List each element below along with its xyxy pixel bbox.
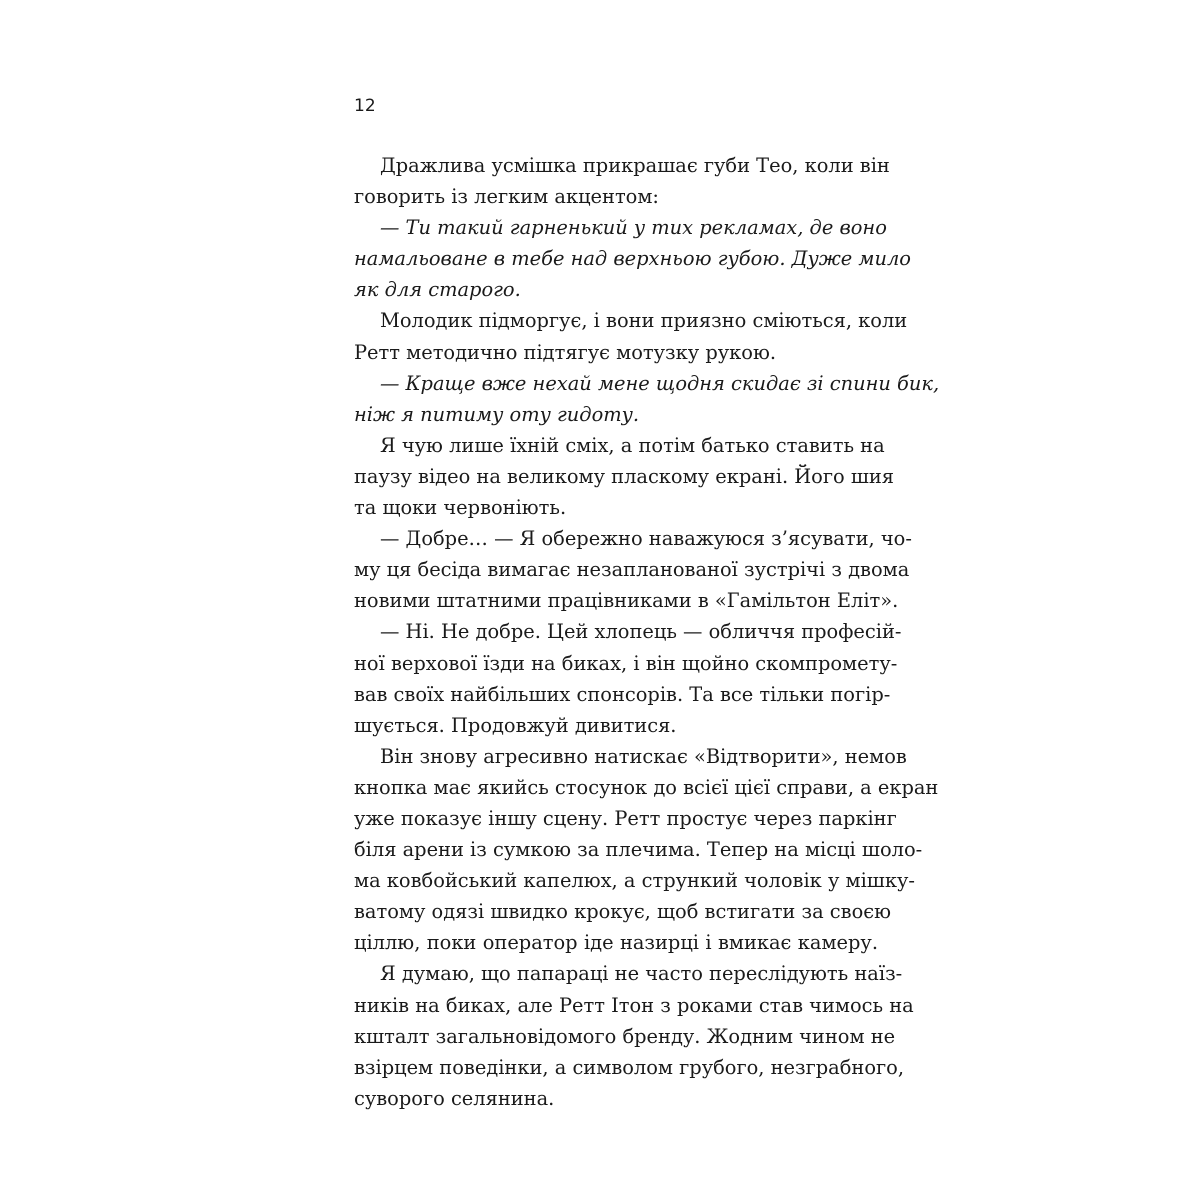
text-line: ників на биках, але Ретт Ітон з роками став чимось на bbox=[354, 993, 914, 1017]
body-text bbox=[354, 150, 940, 1114]
text-line: кнопка має якийсь стосунок до всієї цієї справи, а екран bbox=[354, 775, 939, 799]
text-line: новими штатними працівниками в «Гамільтон Еліт». bbox=[354, 589, 899, 613]
text-line: — Ти такий гарненький у тих рекламах, де воно bbox=[380, 216, 887, 240]
text-line: ніж я питиму оту гидоту. bbox=[354, 402, 640, 426]
text-line: уже показує іншу сцену. Ретт простує через паркінг bbox=[354, 806, 897, 830]
text-line: та щоки червоніють. bbox=[354, 496, 567, 520]
text-line: Я думаю, що папараці не часто переслідують наїз- bbox=[380, 962, 903, 986]
text-line: Я чую лише їхній сміх, а потім батько ставить на bbox=[380, 433, 885, 457]
text-line: ціллю, поки оператор іде назирці і вмикає камеру. bbox=[354, 931, 878, 955]
text-line: намальоване в тебе над верхньою губою. Дуже мило bbox=[354, 247, 911, 271]
text-line: суворого селянина. bbox=[354, 1086, 555, 1110]
text-line: — Краще вже нехай мене щодня скидає зі спини бик, bbox=[380, 371, 940, 395]
text-line: Молодик підморгує, і вони приязно сміються, коли bbox=[380, 309, 908, 333]
text-line: біля арени із сумкою за плечима. Тепер на місці шоло- bbox=[354, 838, 923, 862]
text-line: — Ні. Не добре. Цей хлопець — обличчя професій- bbox=[380, 620, 902, 644]
text-line: Він знову агресивно натискає «Відтворити», немов bbox=[380, 744, 907, 768]
text-line: говорить із легким акцентом: bbox=[354, 185, 659, 209]
text-line: вав своїх найбільших спонсорів. Та все тільки погір- bbox=[354, 682, 891, 706]
text-line: му ця бесіда вимагає незапланованої зустрічі з двома bbox=[354, 558, 910, 582]
page-number: 12 bbox=[354, 96, 376, 116]
text-line: Ретт методично підтягує мотузку рукою. bbox=[354, 340, 776, 364]
text-line: — Добре… — Я обережно наважуюся з’ясувати, чо- bbox=[380, 527, 912, 551]
text-line: ватому одязі швидко крокує, щоб встигати за своєю bbox=[354, 900, 892, 924]
text-line: ної верхової їзди на биках, і він щойно скомпромету- bbox=[354, 651, 898, 675]
text-line: паузу відео на великому пласкому екрані. Його шия bbox=[354, 464, 895, 488]
text-line: як для старого. bbox=[354, 278, 521, 302]
text-line: взірцем поведінки, а символом грубого, незграбного, bbox=[354, 1055, 905, 1079]
text-line: кшталт загальновідомого бренду. Жодним чином не bbox=[354, 1024, 896, 1048]
text-line: Дражлива усмішка прикрашає губи Тео, коли він bbox=[380, 154, 890, 177]
text-line: шується. Продовжуй дивитися. bbox=[354, 713, 677, 737]
text-line: ма ковбойський капелюх, а стрункий чоловік у мішку- bbox=[354, 869, 915, 893]
